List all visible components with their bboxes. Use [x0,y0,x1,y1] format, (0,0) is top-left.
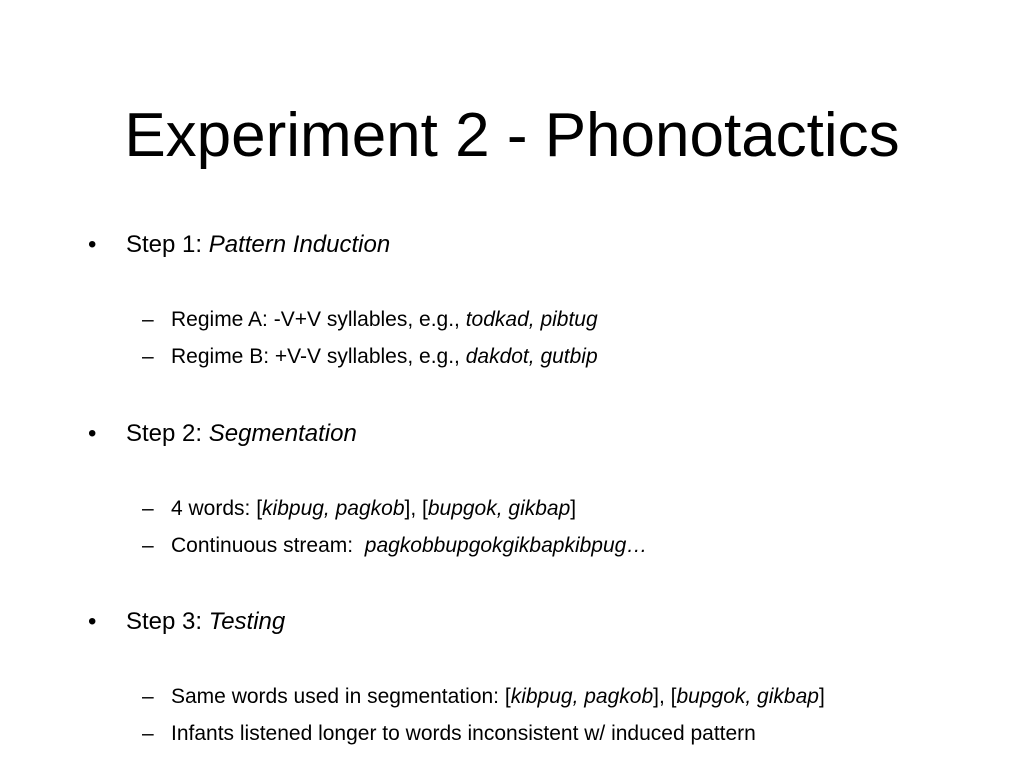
slide-title: Experiment 2 - Phonotactics [124,101,900,170]
regime-b-desc: Regime B: +V-V syllables, e.g., [171,345,466,368]
regime-a-examples: todkad, pibtug [465,308,598,331]
step-name: Testing [208,608,286,635]
bullet-text [126,607,285,637]
regime-a-desc: Regime A: -V+V syllables, e.g., [171,308,466,331]
bullet-marker: • [88,420,97,447]
sub-bullet-text [171,684,825,710]
step-label: Step 1: [126,231,209,258]
bullet-text [126,419,357,449]
dash-marker: – [142,722,154,745]
bullet-marker: • [88,608,97,635]
word-group-2: bupgok, gikbap [427,497,571,520]
regime-b-examples: dakdot, gutbip [465,345,598,368]
dash-marker: – [142,534,154,557]
sub-bullet-text [171,307,598,333]
dash-marker: – [142,308,154,331]
sub-bullet-text [171,344,598,370]
bullet-marker: • [88,231,97,258]
word-group-1: kibpug, pagkob [262,497,405,520]
word-group-1: kibpug, pagkob [510,685,654,708]
dash-marker: – [142,497,154,520]
text-part: ], [ [404,497,428,520]
step-label: Step 2: [126,420,209,447]
text-part: ] [570,497,577,520]
sub-bullet-text [171,496,576,522]
text-part: 4 words: [ [171,497,263,520]
stream-example: pagkobbupgokgikbapkibpug… [364,534,648,557]
word-group-2: bupgok, gikbap [676,685,819,708]
bullet-text [126,230,390,260]
dash-marker: – [142,685,154,708]
step-name: Pattern Induction [208,231,391,258]
stream-label: Continuous stream: [171,534,365,557]
text-part: ], [ [653,685,677,708]
sub-bullet-text: Infants listened longer to words inconsistent w/ induced pattern [171,722,756,745]
text-part: ] [818,685,825,708]
dash-marker: – [142,345,154,368]
step-name: Segmentation [208,420,357,447]
text-part: Same words used in segmentation: [ [171,685,511,708]
step-label: Step 3: [126,608,209,635]
sub-bullet-text [171,533,647,559]
